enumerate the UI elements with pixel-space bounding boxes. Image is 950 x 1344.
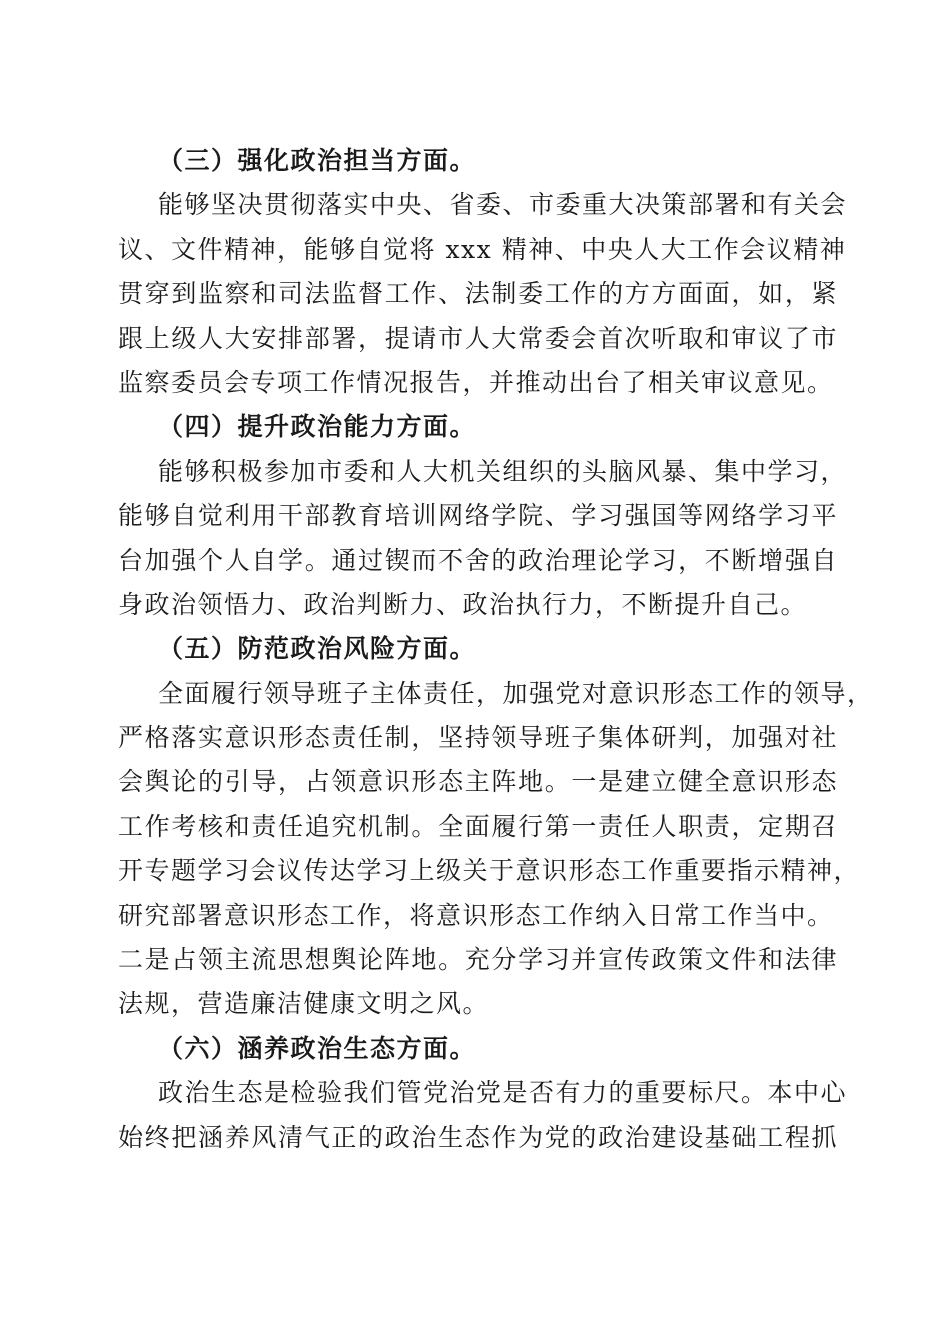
paragraph-line: 监察委员会专项工作情况报告，并推动出台了相关审议意见。	[118, 367, 834, 397]
paragraph-line: 研究部署意识形态工作，将意识形态工作纳入日常工作当中。	[118, 900, 834, 930]
paragraph-line: 能够积极参加市委和人大机关组织的头脑风暴、集中学习，	[158, 456, 848, 486]
section-3	[118, 139, 848, 405]
paragraph-line: 二是占领主流思想舆论阵地。充分学习并宣传政策文件和法律	[118, 945, 838, 975]
section-heading: （六）涵养政治生态方面。	[158, 1033, 477, 1063]
paragraph-line: 开专题学习会议传达学习上级关于意识形态工作重要指示精神，	[118, 856, 861, 886]
paragraph-line: 跟上级人大安排部署，提请市人大常委会首次听取和审议了市	[118, 323, 838, 353]
paragraph-line: 贯穿到监察和司法监督工作、法制委工作的方方面面，如，紧	[118, 279, 838, 309]
section-heading: （四）提升政治能力方面。	[158, 412, 477, 442]
paragraph-line: 全面履行领导班子主体责任，加强党对意识形态工作的领导，	[158, 678, 874, 708]
section-5	[118, 627, 874, 1027]
paragraph-line: 能够坚决贯彻落实中央、省委、市委重大决策部署和有关会	[158, 190, 848, 220]
section-heading: （三）强化政治担当方面。	[158, 146, 477, 175]
paragraph-line: 严格落实意识形态责任制，坚持领导班子集体研判，加强对社	[118, 723, 838, 753]
document-body	[118, 139, 874, 1160]
paragraph-line: 始终把涵养风清气正的政治生态作为党的政治建设基础工程抓	[118, 1122, 838, 1152]
paragraph-line: 会舆论的引导，占领意识形态主阵地。一是建立健全意识形态	[118, 767, 838, 797]
section-heading: （五）防范政治风险方面。	[158, 634, 477, 664]
paragraph-line: 政治生态是检验我们管党治党是否有力的重要标尺。本中心	[158, 1078, 848, 1108]
paragraph-line: 能够自觉利用干部教育培训网络学院、学习强国等网络学习平	[118, 501, 838, 531]
paragraph-line: 工作考核和责任追究机制。全面履行第一责任人职责，定期召	[118, 811, 838, 841]
paragraph-line: 台加强个人自学。通过锲而不舍的政治理论学习，不断增强自	[118, 545, 838, 575]
section-6	[118, 1027, 848, 1160]
paragraph-line: 议、文件精神，能够自觉将 xxx 精神、中央人大工作会议精神	[118, 234, 847, 264]
paragraph-line: 法规，营造廉洁健康文明之风。	[118, 989, 490, 1019]
section-4	[118, 405, 848, 627]
paragraph-line: 身政治领悟力、政治判断力、政治执行力，不断提升自己。	[118, 589, 808, 619]
